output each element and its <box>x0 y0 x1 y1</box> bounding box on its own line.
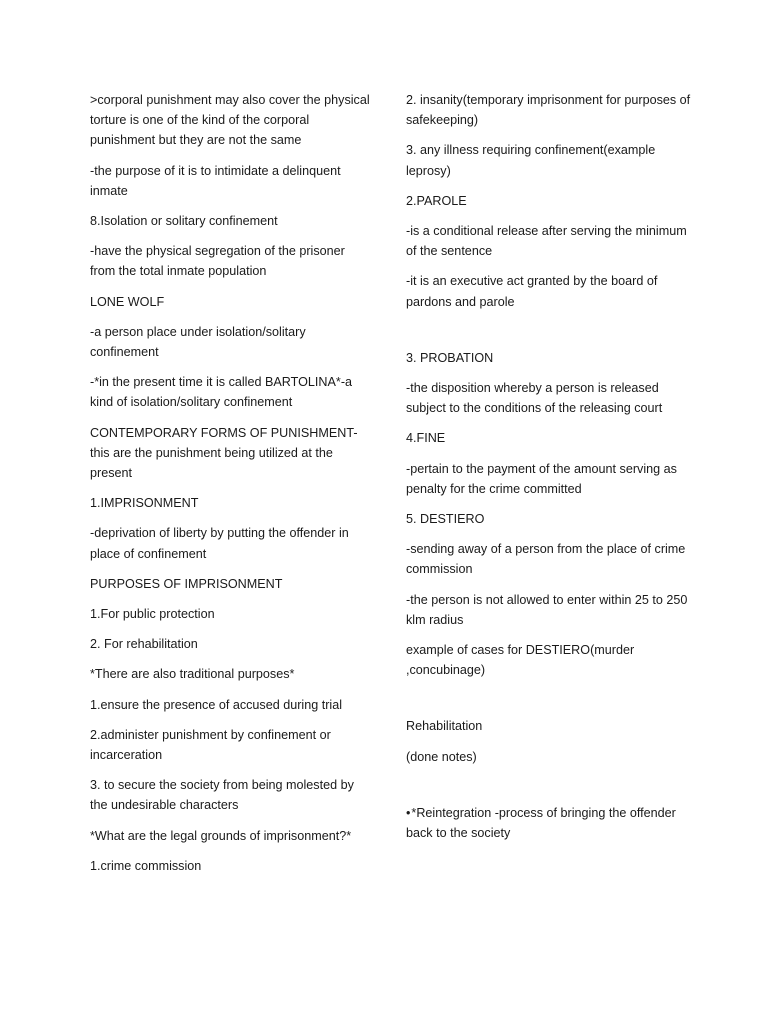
list-item: 1.For public protection <box>90 607 215 622</box>
paragraph: -a person place under isolation/solitary confinement <box>90 324 306 360</box>
right-column <box>406 90 696 853</box>
paragraph: -have the physical segregation of the prisoner from the total inmate population <box>90 244 345 279</box>
list-item: 2. insanity(temporary imprisonment for purposes of safekeeping) <box>406 93 691 128</box>
bullet-icon: • <box>406 805 411 820</box>
paragraph-text: *Reintegration -process of bringing the offender back to the society <box>406 805 676 841</box>
heading: 3. PROBATION <box>406 350 494 365</box>
paragraph: -the purpose of it is to intimidate a delinquent inmate <box>90 163 341 198</box>
list-item: 1.crime commission <box>90 858 202 873</box>
list-item: 3. to secure the society from being molested by the undesirable characters <box>90 778 354 813</box>
heading: 5. DESTIERO <box>406 512 485 527</box>
list-item: 2. For rehabilitation <box>90 637 198 652</box>
heading: 1.IMPRISONMENT <box>90 496 199 511</box>
paragraph: -*in the present time it is called BARTOLINA*-a kind of isolation/solitary confinement <box>90 375 353 410</box>
paragraph: >corporal punishment may also cover the physical torture is one of the kind of the corporal punishment but they are not the same <box>90 93 370 148</box>
paragraph: -sending away of a person from the place of crime commission <box>406 542 686 577</box>
paragraph: *What are the legal grounds of imprisonment?* <box>90 828 352 843</box>
paragraph: (done notes) <box>406 749 477 764</box>
bulleted-paragraph <box>406 803 696 843</box>
heading: 4.FINE <box>406 431 446 446</box>
paragraph: -pertain to the payment of the amount serving as penalty for the crime committed <box>406 461 677 496</box>
list-item: 2.administer punishment by confinement or incarceration <box>90 727 331 763</box>
paragraph: CONTEMPORARY FORMS OF PUNISHMENT-this are the punishment being utilized at the present <box>90 425 358 481</box>
paragraph: *There are also traditional purposes* <box>90 667 295 682</box>
list-item: 3. any illness requiring confinement(example leprosy) <box>406 143 656 178</box>
paragraph: -is a conditional release after serving the minimum of the sentence <box>406 224 687 259</box>
paragraph: -the person is not allowed to enter within 25 to 250 klm radius <box>406 592 688 627</box>
left-column <box>90 90 370 886</box>
paragraph: 8.Isolation or solitary confinement <box>90 214 278 229</box>
heading: Rehabilitation <box>406 719 483 734</box>
heading: 2.PAROLE <box>406 193 467 208</box>
paragraph: -deprivation of liberty by putting the offender in place of confinement <box>90 526 349 561</box>
paragraph: -it is an executive act granted by the board of pardons and parole <box>406 274 658 309</box>
heading: PURPOSES OF IMPRISONMENT <box>90 576 283 591</box>
paragraph: -the disposition whereby a person is released subject to the conditions of the releasing court <box>406 381 663 416</box>
list-item: 1.ensure the presence of accused during trial <box>90 697 343 712</box>
paragraph: example of cases for DESTIERO(murder ,concubinage) <box>406 643 635 678</box>
heading: LONE WOLF <box>90 294 165 309</box>
